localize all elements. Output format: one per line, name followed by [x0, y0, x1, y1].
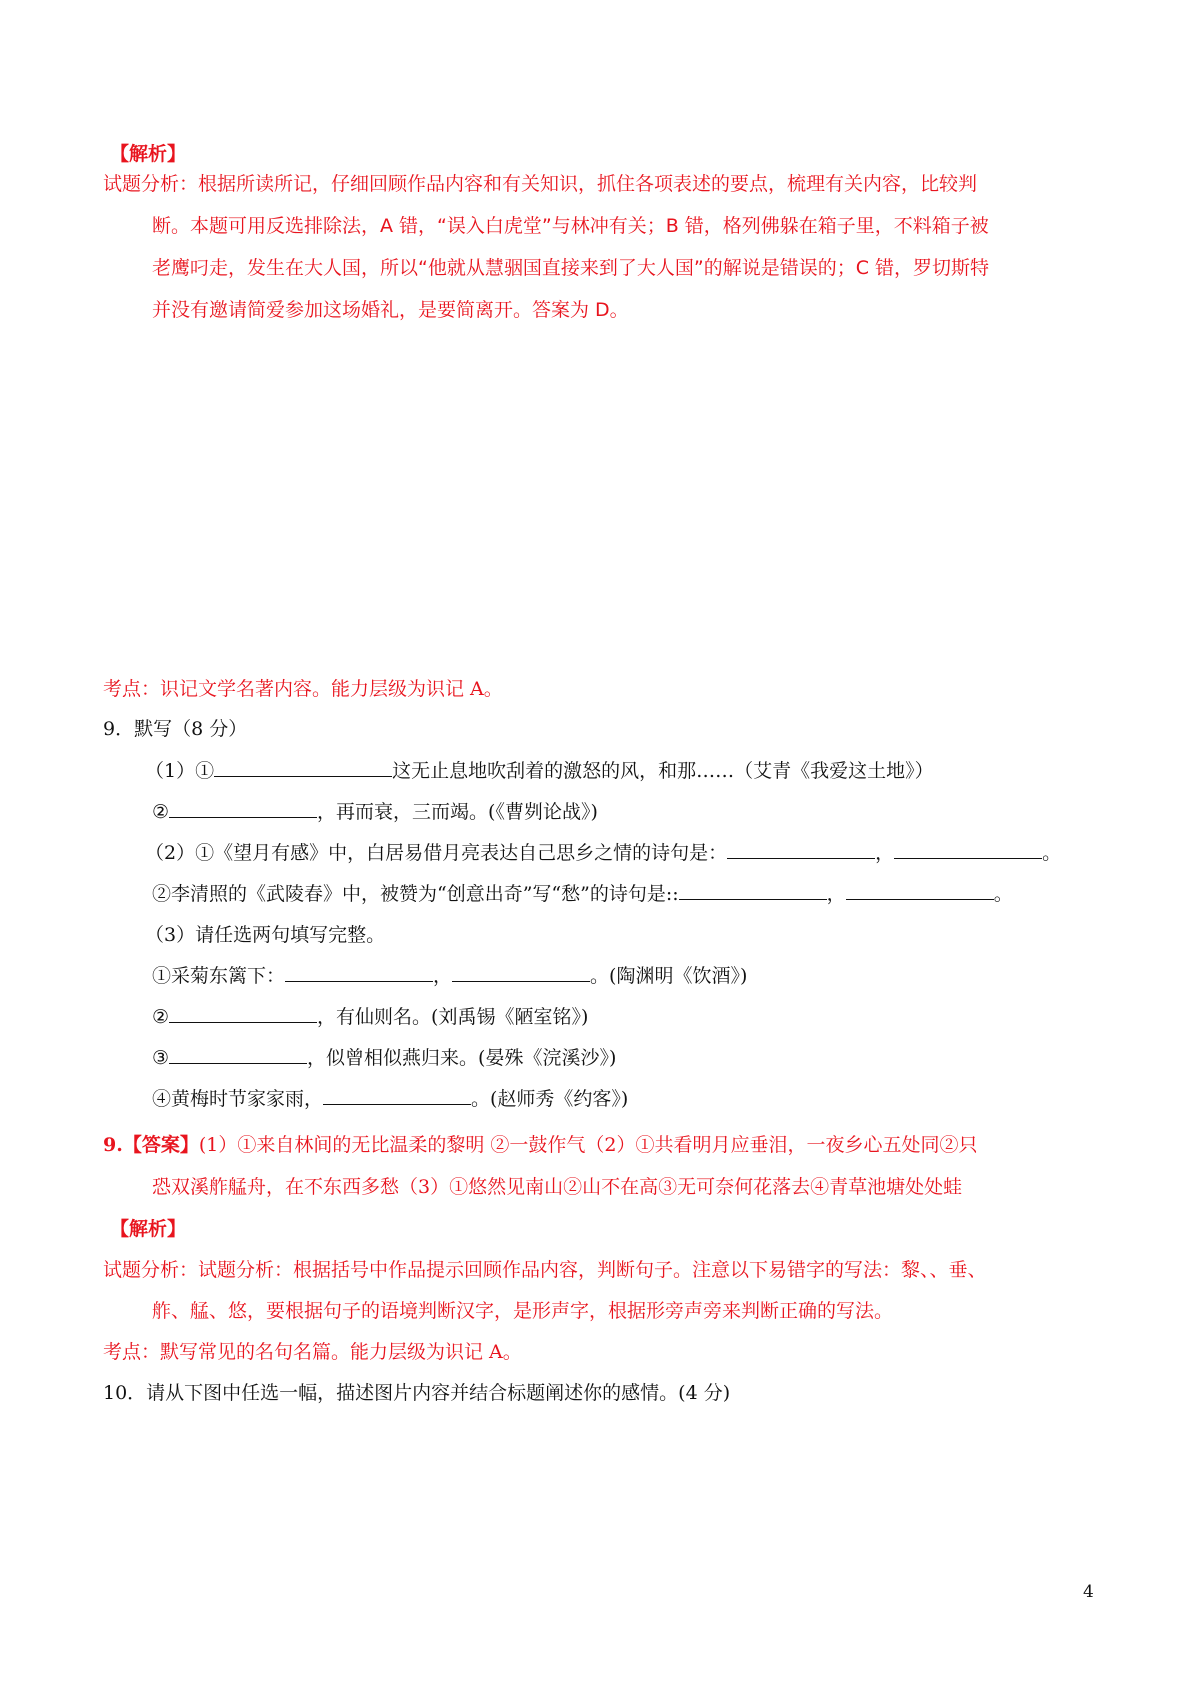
answer-label: 9.【答案】: [103, 1134, 199, 1156]
line-suffix: ，似曾相似燕归来。(晏殊《浣溪沙》): [307, 1047, 617, 1069]
answer-blank[interactable]: [894, 840, 1042, 859]
analysis-text-line: 并没有邀请简爱参加这场婚礼，是要简离开。答案为 D。: [152, 299, 629, 321]
analysis-heading: 【解析】: [110, 143, 187, 165]
question-line: [152, 961, 747, 991]
answer-blank[interactable]: [169, 1004, 317, 1023]
question-line: [152, 1043, 616, 1073]
answer-text: (1）①来自林间的无比温柔的黎明 ②一鼓作气（2）①共看明月应垂泪，一夜乡心五处同②只: [198, 1134, 978, 1156]
answer-blank[interactable]: [285, 963, 433, 982]
question-line: [152, 879, 1013, 909]
separator: ，: [875, 842, 895, 864]
answer-blank[interactable]: [846, 881, 994, 900]
line-prefix: ③: [152, 1047, 170, 1069]
line-suffix: 这无止息地吹刮着的激怒的风，和那……（艾青《我爱这土地》）: [392, 760, 934, 782]
kaodian-text: 考点：识记文学名著内容。能力层级为识记 A。: [103, 678, 503, 700]
line-prefix: ②: [152, 801, 170, 823]
analysis-text-line: 断。本题可用反选排除法，A 错，“误入白虎堂”与林冲有关；B 错，格列佛躲在箱子里，不料箱子被: [152, 215, 989, 237]
line-end: 。: [993, 883, 1013, 905]
kaodian-text: 考点：默写常见的名句名篇。能力层级为识记 A。: [103, 1341, 522, 1363]
separator: ，: [433, 965, 453, 987]
question-line: [152, 797, 598, 827]
answer-blank[interactable]: [727, 840, 875, 859]
line-prefix: ①采菊东篱下：: [152, 965, 286, 987]
analysis-text-line: 试题分析：根据所读所记，仔细回顾作品内容和有关知识，抓住各项表述的要点，梳理有关内容，比较判: [103, 173, 978, 195]
answer-blank[interactable]: [214, 758, 392, 777]
analysis-text-line: 老鹰叼走，发生在大人国，所以“他就从慧骃国直接来到了大人国”的解说是错误的；C 错，罗切斯特: [152, 257, 989, 279]
line-prefix: ②: [152, 1006, 170, 1028]
question-line: [152, 1084, 628, 1114]
line-suffix: ，有仙则名。(刘禹锡《陋室铭》): [317, 1006, 589, 1028]
page-number: 4: [1083, 1582, 1094, 1602]
answer-blank[interactable]: [679, 881, 827, 900]
answer-blank[interactable]: [452, 963, 590, 982]
line-prefix: ②李清照的《武陵春》中，被赞为“创意出奇”写“愁”的诗句是::: [152, 883, 679, 905]
question-line: [145, 838, 1061, 868]
line-suffix: 。(陶渊明《饮酒》): [590, 965, 748, 987]
answer-blank[interactable]: [323, 1086, 471, 1105]
line-prefix: （1）①: [145, 760, 215, 782]
question-line: [145, 756, 934, 786]
line-prefix: ④黄梅时节家家雨，: [152, 1088, 324, 1110]
line-suffix: 。(赵师秀《约客》): [471, 1088, 629, 1110]
line-end: 。: [1042, 842, 1062, 864]
analysis-text-line: 试题分析：试题分析：根据括号中作品提示回顾作品内容，判断句子。注意以下易错字的写法：黎、、垂、: [103, 1259, 987, 1281]
analysis-heading: 【解析】: [110, 1218, 187, 1240]
question-title: 9．默写（8 分）: [103, 718, 248, 740]
analysis-text-line: 舴、艋、悠，要根据句子的语境判断汉字，是形声字，根据形旁声旁来判断正确的写法。: [152, 1300, 894, 1322]
answer-line: [103, 1130, 977, 1160]
line-suffix: ，再而衰，三而竭。(《曹刿论战》): [317, 801, 598, 823]
question-title: 10．请从下图中任选一幅，描述图片内容并结合标题阐述你的感情。(4 分): [103, 1382, 731, 1404]
question-line: [152, 1002, 588, 1032]
line-prefix: （2）①《望月有感》中，白居易借月亮表达自己思乡之情的诗句是：: [145, 842, 728, 864]
answer-blank[interactable]: [169, 799, 317, 818]
answer-blank[interactable]: [169, 1045, 307, 1064]
separator: ，: [826, 883, 846, 905]
question-line: （3）请任选两句填写完整。: [145, 924, 386, 946]
answer-line: 恐双溪舴艋舟，在不东西多愁（3）①悠然见南山②山不在高③无可奈何花落去④青草池塘处处蛙: [152, 1176, 963, 1198]
